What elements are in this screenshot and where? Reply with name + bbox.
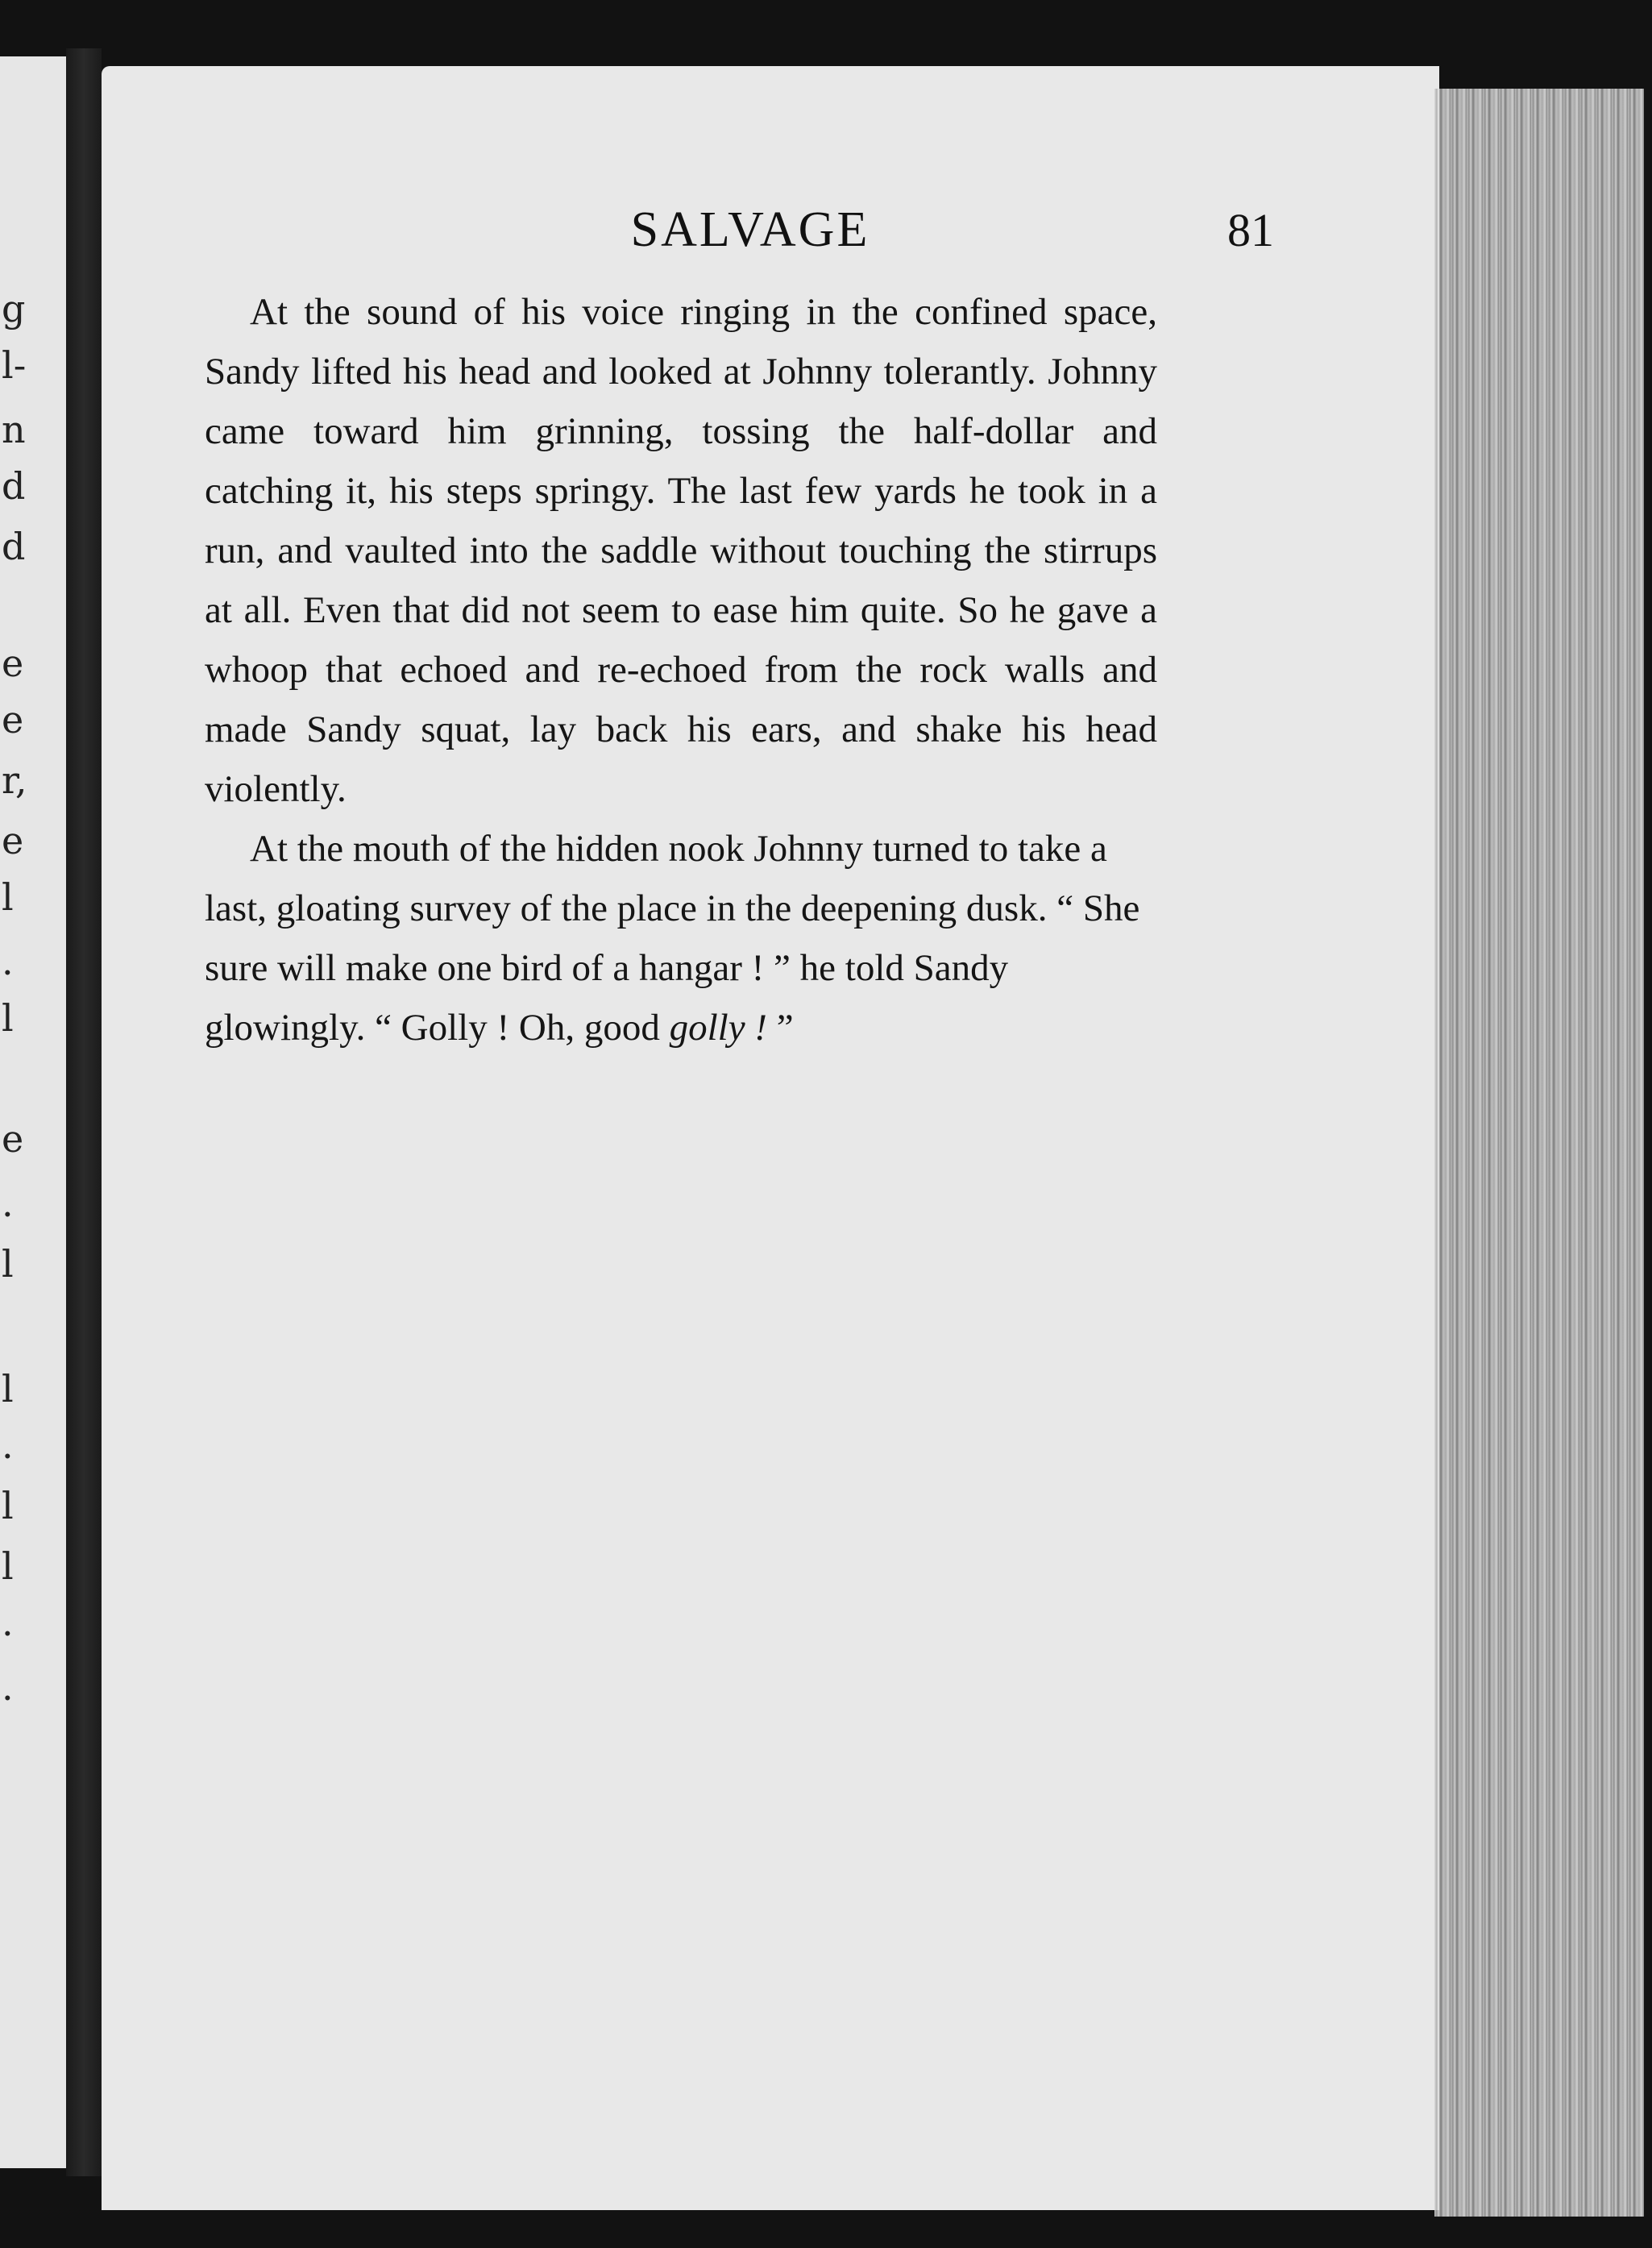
closing-quote: ” bbox=[776, 1007, 794, 1049]
facing-page-fragment: l bbox=[2, 875, 14, 919]
facing-page-fragment: r, bbox=[2, 758, 27, 802]
facing-page-fragment: l bbox=[2, 1544, 14, 1588]
paragraph bbox=[205, 819, 1157, 1058]
facing-page-fragment: . bbox=[2, 940, 14, 983]
body-text bbox=[205, 282, 1157, 1058]
facing-page-edge bbox=[0, 56, 66, 2168]
facing-page-fragment: d bbox=[2, 464, 26, 508]
facing-page-fragment: n bbox=[2, 408, 26, 451]
facing-page-fragment: l bbox=[2, 996, 14, 1040]
page-header bbox=[102, 202, 1439, 266]
facing-page-fragment: e bbox=[2, 1117, 24, 1161]
facing-page-fragment: e bbox=[2, 819, 24, 862]
facing-page-fragment: . bbox=[2, 1182, 14, 1225]
paragraph bbox=[205, 282, 1157, 819]
paragraph-text: At the mouth of the hidden nook Johnny turned to take a last, gloating survey of the place in the deepening dusk. “ She sure will make one bird of a hangar ! ” he told Sandy glowingly. “ Golly ! Oh, good bbox=[205, 828, 1140, 1049]
facing-page-fragment: e bbox=[2, 642, 24, 685]
italic-text: golly ! bbox=[669, 1007, 777, 1049]
facing-page-fragment: . bbox=[2, 1423, 14, 1467]
page-block-edge bbox=[1434, 89, 1644, 2217]
paragraph-text: At the sound of his voice ringing in the confined space, Sandy lifted his head and looked at Johnny tolerantly. Johnny came toward him grinning, tossing the half-dollar and catching it, his steps springy. The last few yards he took in a run, and vaulted into the saddle without touching the stirrups at all. Even that did not seem to ease him quite. So he gave a whoop that echoed and re-echoed from the rock walls and made Sandy squat, lay back his ears, and shake his head violently. bbox=[205, 291, 1157, 810]
facing-page-fragment: . bbox=[2, 1665, 14, 1709]
facing-page-fragment: d bbox=[2, 525, 26, 568]
facing-page-fragment: l bbox=[2, 1242, 14, 1286]
page-number: 81 bbox=[1227, 204, 1274, 256]
facing-page-fragment: l- bbox=[2, 343, 27, 387]
facing-page-fragment: g bbox=[2, 287, 26, 330]
running-head: SALVAGE bbox=[630, 202, 870, 257]
book-gutter bbox=[66, 48, 102, 2176]
facing-page-fragment: l bbox=[2, 1367, 14, 1411]
facing-page-fragment: e bbox=[2, 698, 24, 742]
facing-page-fragment: . bbox=[2, 1601, 14, 1644]
facing-page-fragment: l bbox=[2, 1484, 14, 1527]
